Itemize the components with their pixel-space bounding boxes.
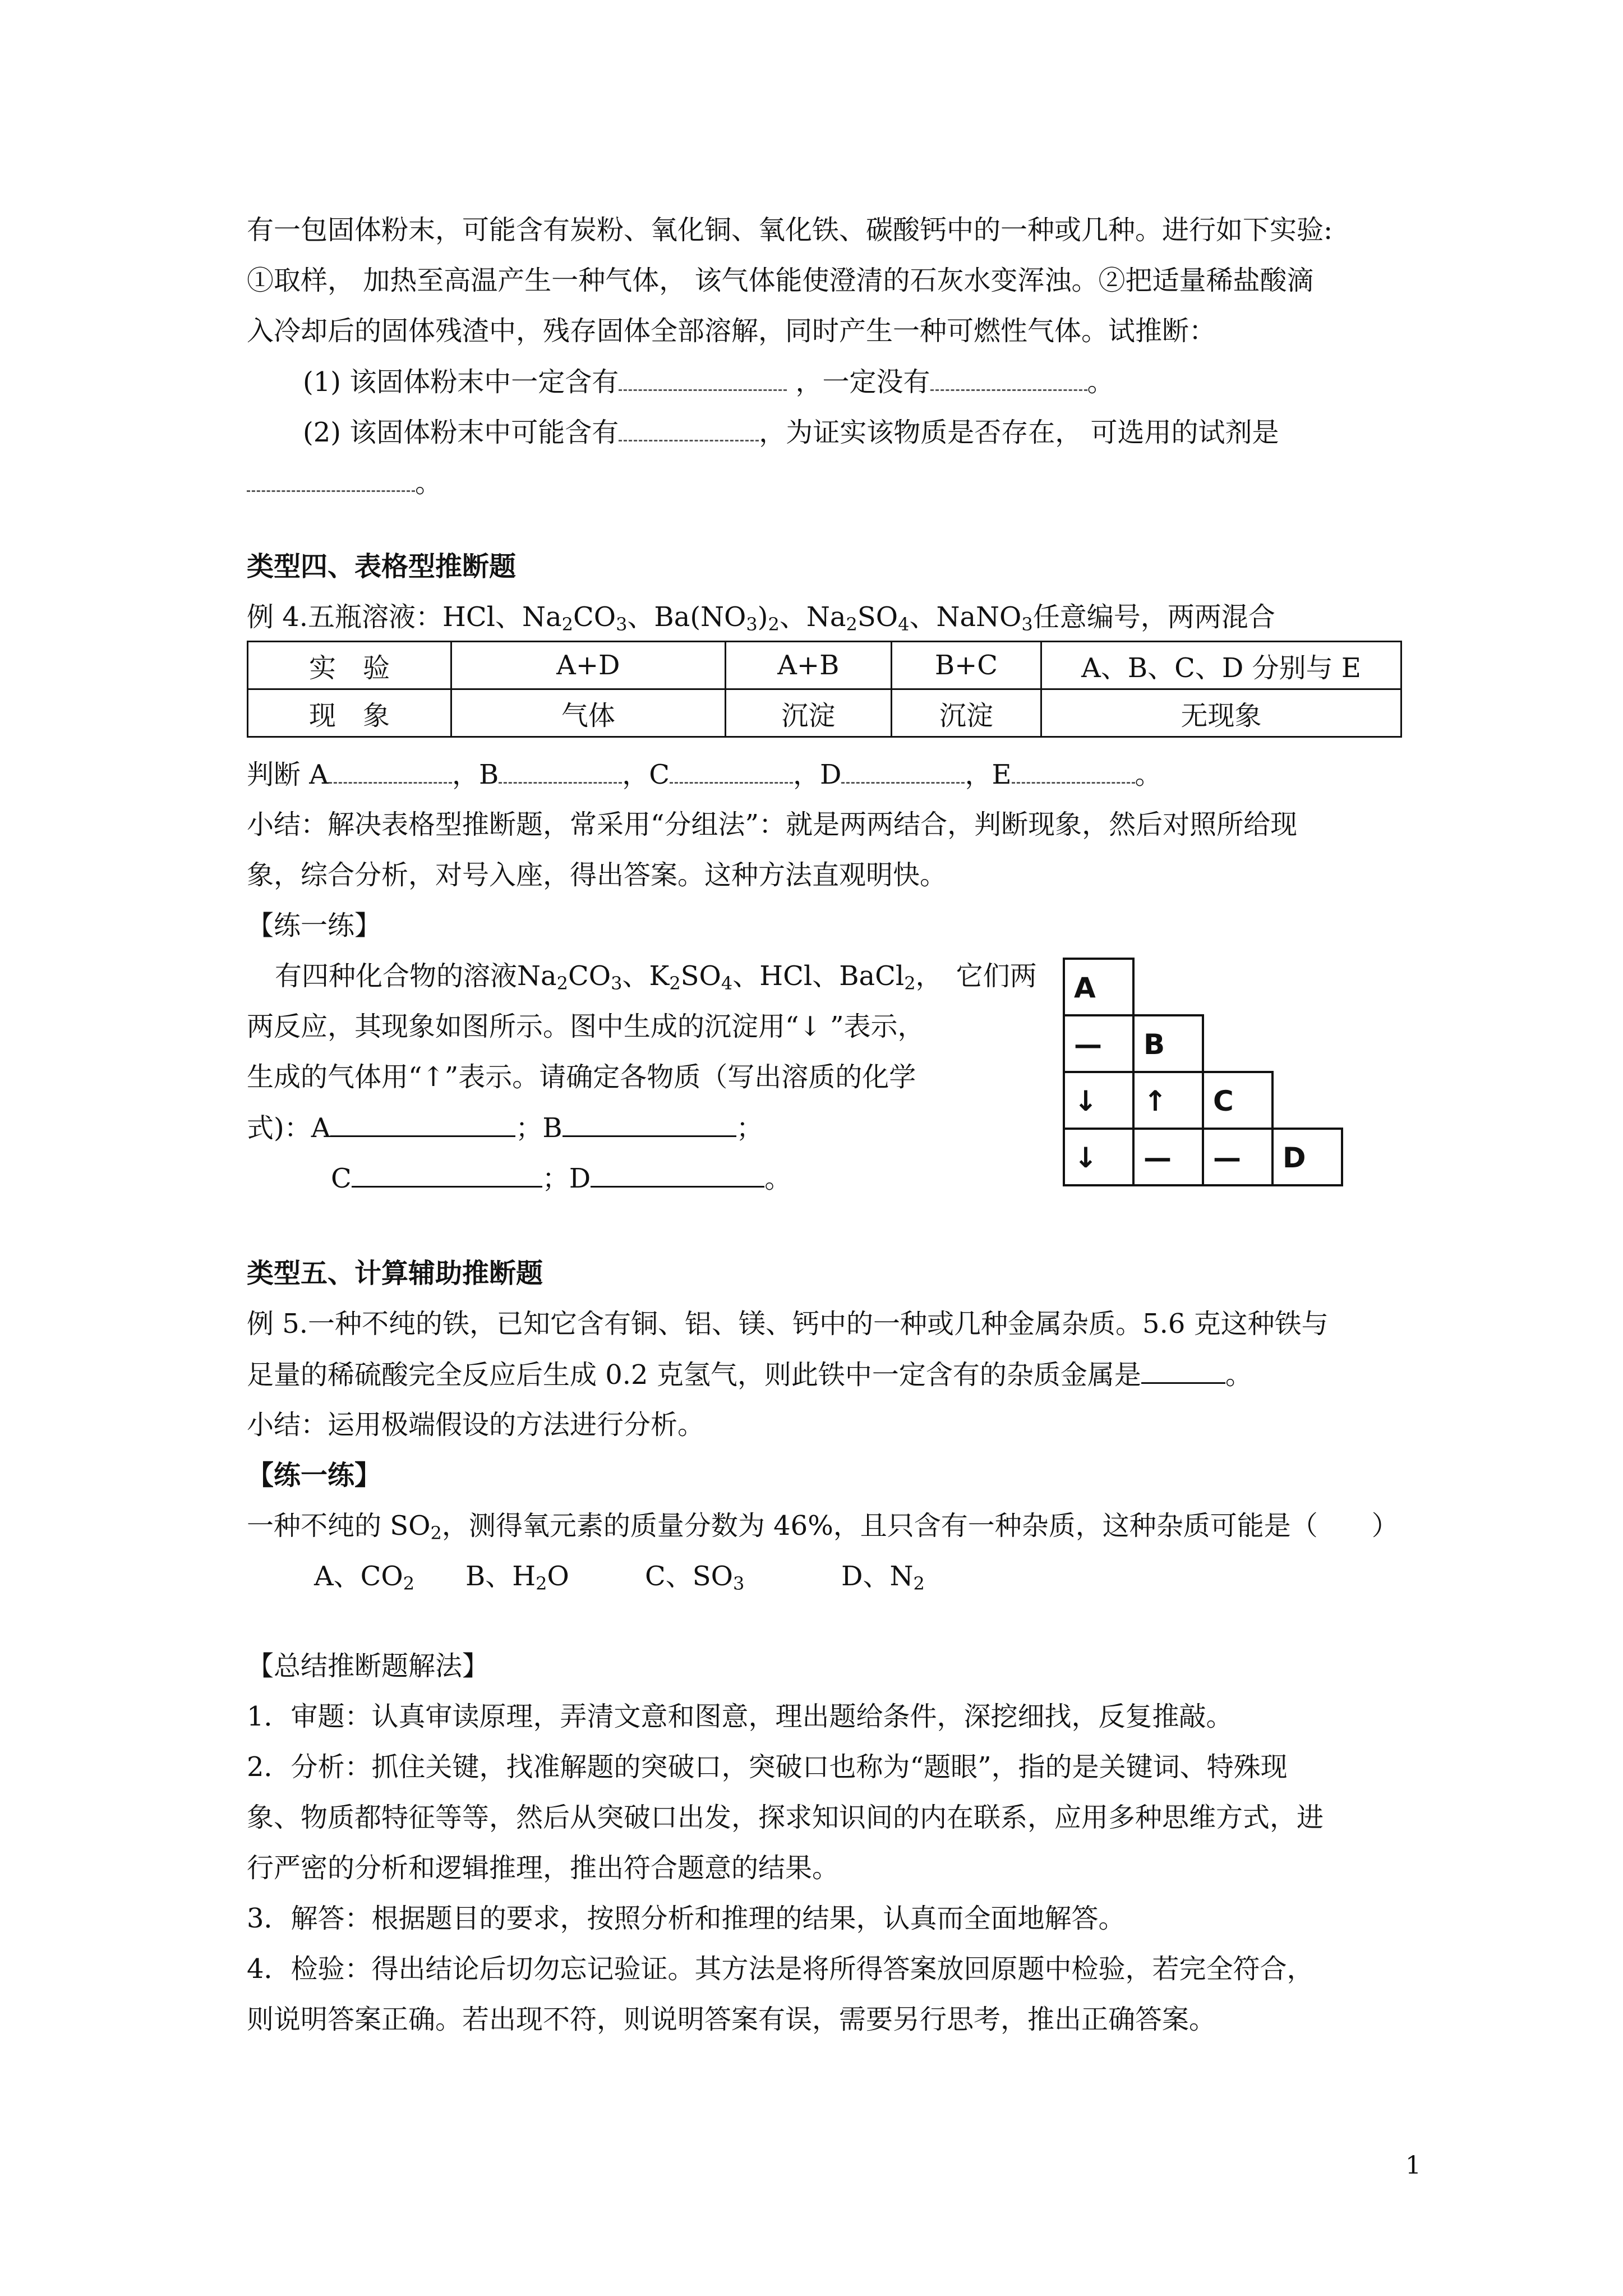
grid-cell-a: A (1063, 958, 1135, 1016)
answer-blank[interactable] (352, 1161, 542, 1188)
table-row (248, 642, 1401, 689)
table-cell: 气体 (451, 689, 725, 737)
practice-heading-4: 【练一练】 (247, 910, 382, 941)
option-a[interactable]: A、$CO_2$ (314, 1561, 415, 1594)
summary-line-2: 2．分析：抓住关键，找准解题的突破口，突破口也称为“题眼”，指的是关键词、特殊现 (247, 1751, 1288, 1783)
answer-blank[interactable] (499, 757, 622, 784)
grid-cell: — (1132, 1128, 1204, 1186)
practice-5-options (314, 1559, 953, 1593)
grid-cell: — (1202, 1128, 1274, 1186)
example-5-line-1: 例 5.一种不纯的铁，已知它含有铜、铝、镁、钙中的一种或几种金属杂质。5.6 克这种铁与 (247, 1308, 1329, 1340)
intro-line-3: 入冷却后的固体残渣中，残存固体全部溶解，同时产生一种可燃性气体。试推断： (247, 315, 1216, 347)
section-heading-type4: 类型四、表格型推断题 (247, 551, 517, 582)
table-cell: 实 验 (248, 642, 451, 689)
answer-blank[interactable] (329, 757, 452, 784)
answer-blank[interactable] (330, 1111, 515, 1137)
answer-blank[interactable] (619, 415, 759, 441)
table-cell: B+C (891, 642, 1041, 689)
grid-cell: ↓ (1063, 1128, 1135, 1186)
grid-cell: — (1063, 1014, 1135, 1073)
reaction-grid (1063, 958, 1360, 1204)
answer-blank[interactable] (1012, 757, 1135, 784)
answer-blank[interactable] (619, 365, 787, 391)
page-number: 1 (1405, 2151, 1421, 2180)
question-2-cont: 。 (247, 466, 442, 500)
summary-heading: 【总结推断题解法】 (247, 1650, 490, 1682)
option-b[interactable]: B、$H_2O$ (465, 1561, 569, 1594)
table-cell: A+D (451, 642, 725, 689)
practice-4-line-1: 有四种化合物的溶液$Na_2CO_3$、$K_2SO_4$、HCl、BaCl$_2$， 它们两 (275, 960, 1037, 994)
option-d[interactable]: D、$N_2$ (841, 1561, 925, 1594)
grid-cell-c: C (1202, 1071, 1274, 1130)
summary-4-line-2: 象，综合分析，对号入座，得出答案。这种方法直观明快。 (247, 859, 947, 891)
answer-blank[interactable] (670, 757, 793, 784)
question-1: (1) 该固体粉末中一定含有 ，一定没有 。 (303, 365, 1114, 399)
section-heading-type5: 类型五、计算辅助推断题 (247, 1258, 543, 1289)
summary-line-5: 3．解答：根据题目的要求，按照分析和推理的结果，认真而全面地解答。 (247, 1903, 1126, 1934)
intro-line-1: 有一包固体粉末，可能含有炭粉、氧化铜、氧化铁、碳酸钙中的一种或几种。进行如下实验: (247, 214, 1333, 246)
practice-5-question: 一种不纯的 $SO_2$，测得氧元素的质量分数为 46%，且只含有一种杂质，这种杂质可能是（ ） (247, 1510, 1399, 1544)
answer-blank[interactable] (591, 1161, 764, 1188)
summary-line-3: 象、物质都特征等等，然后从突破口出发，探求知识间的内在联系，应用多种思维方式，进 (247, 1802, 1324, 1833)
option-c[interactable]: C、$SO_3$ (645, 1561, 745, 1594)
example-4: 例 4.五瓶溶液：HCl、$Na_2CO_3$、$Ba(NO_3)_2$、$Na_2SO_4$、NaNO$_3$任意编号，两两混合 (247, 601, 1275, 635)
grid-cell-d: D (1271, 1128, 1343, 1186)
table-cell: 现 象 (248, 689, 451, 737)
table-cell: 沉淀 (891, 689, 1041, 737)
answer-blank[interactable] (1141, 1358, 1225, 1384)
answer-blank[interactable] (930, 365, 1087, 391)
summary-line-1: 1．审题：认真审读原理，弄清文意和图意，理出题给条件，深挖细找，反复推敲。 (247, 1701, 1233, 1732)
judge-line: 判断 A ，B ，C ，D ，E 。 (247, 757, 1162, 792)
answer-blank[interactable] (841, 757, 965, 784)
example-5-line-2: 足量的稀硫酸完全反应后生成 0.2 克氢气，则此铁中一定含有的杂质金属是 。 (247, 1358, 1252, 1392)
practice-heading-5: 【练一练】 (247, 1460, 382, 1491)
summary-line-6: 4．检验：得出结论后切勿忘记验证。其方法是将所得答案放回原题中检验，若完全符合， (247, 1953, 1314, 1985)
answer-blank[interactable] (562, 1111, 736, 1137)
question-2: (2) 该固体粉末中可能含有 ，为证实该物质是否存在， 可选用的试剂是 (303, 415, 1279, 449)
table-cell: 沉淀 (725, 689, 891, 737)
summary-line-7: 则说明答案正确。若出现不符，则说明答案有误，需要另行思考，推出正确答案。 (247, 2004, 1216, 2035)
grid-cell: ↓ (1063, 1071, 1135, 1130)
answer-blank[interactable] (247, 466, 415, 492)
summary-line-4: 行严密的分析和逻辑推理，推出符合题意的结果。 (247, 1852, 840, 1884)
practice-4-line-4: 式)：A ；B ； (247, 1111, 763, 1145)
practice-4-line-5: C ；D 。 (331, 1161, 791, 1195)
summary-5: 小结：运用极端假设的方法进行分析。 (247, 1409, 705, 1441)
grid-cell-b: B (1132, 1014, 1204, 1073)
table-cell: A+B (725, 642, 891, 689)
grid-cell: ↑ (1132, 1071, 1204, 1130)
practice-4-line-3: 生成的气体用“↑”表示。请确定各物质（写出溶质的化学 (247, 1061, 916, 1093)
experiment-table (247, 641, 1402, 738)
intro-line-2: ①取样， 加热至高温产生一种气体， 该气体能使澄清的石灰水变浑浊。②把适量稀盐酸滴 (247, 265, 1314, 296)
table-cell: A、B、C、D 分别与 E (1041, 642, 1401, 689)
summary-4-line-1: 小结：解决表格型推断题，常采用“分组法”：就是两两结合，判断现象，然后对照所给现 (247, 809, 1298, 840)
table-cell: 无现象 (1041, 689, 1401, 737)
table-row (248, 689, 1401, 737)
practice-4-line-2: 两反应，其现象如图所示。图中生成的沉淀用“↓ ”表示， (247, 1011, 925, 1042)
